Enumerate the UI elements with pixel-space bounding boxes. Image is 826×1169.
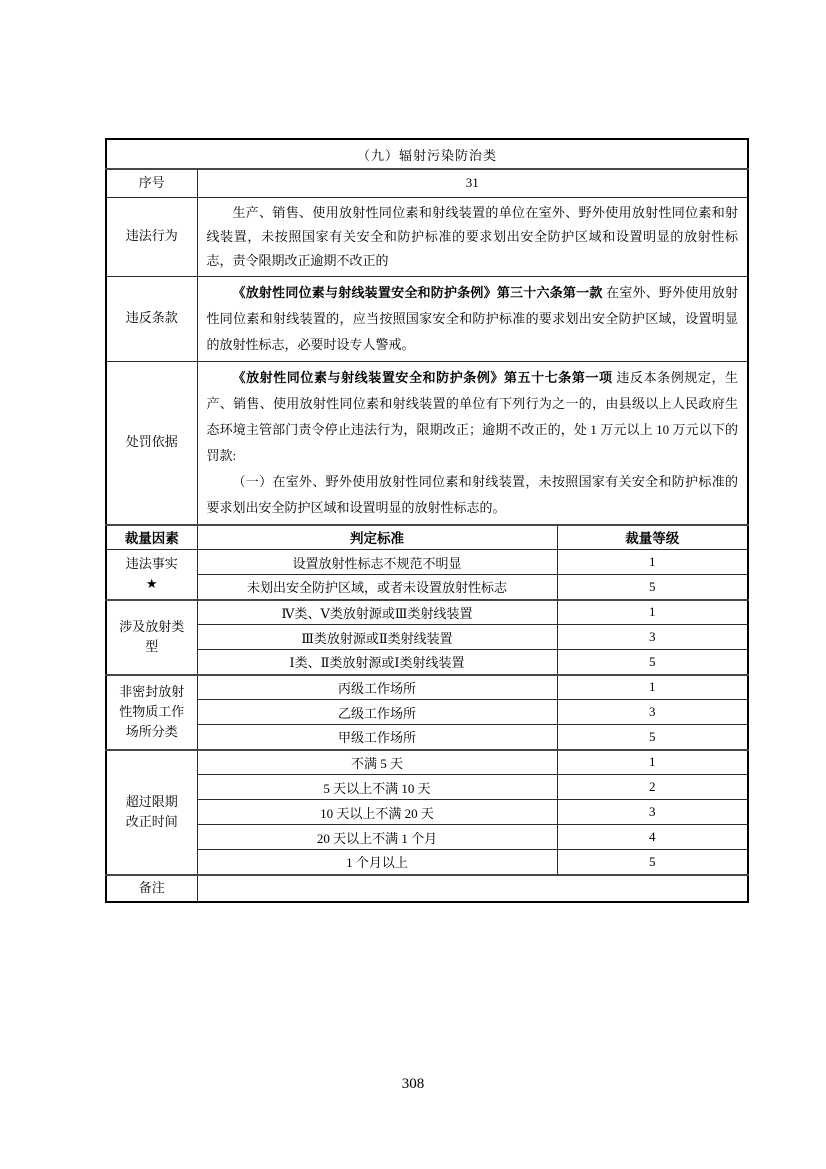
- table-title-row: [106, 139, 748, 169]
- page-number: 308: [401, 1076, 425, 1092]
- criteria-row: [106, 850, 748, 875]
- header-criteria: 判定标准: [197, 525, 557, 550]
- header-level: 裁量等级: [557, 525, 748, 550]
- criteria-text: 10 天以上不满 20 天: [197, 800, 557, 825]
- factor-line: 改正时间: [125, 814, 178, 829]
- factor-line: 性物质工作: [119, 703, 185, 719]
- penalty-basis-text: [197, 361, 748, 525]
- criteria-text: 1 个月以上: [197, 850, 557, 875]
- illegal-act-text: [197, 197, 748, 276]
- criteria-text: 20 天以上不满 1 个月: [197, 825, 557, 850]
- level-value: 5: [557, 725, 748, 750]
- violated-clause-row: [106, 276, 748, 361]
- factor-line: 场所分类: [125, 724, 178, 740]
- criteria-text: 5 天以上不满 10 天: [197, 775, 557, 800]
- illegal-act-row: [106, 197, 748, 276]
- criteria-row: [106, 825, 748, 850]
- level-value: 2: [557, 775, 748, 800]
- level-value: 1: [557, 600, 748, 625]
- level-value: 3: [557, 700, 748, 725]
- violated-clause-paragraph: [207, 280, 739, 358]
- level-value: 1: [557, 675, 748, 700]
- criteria-row: [106, 725, 748, 750]
- remark-label: 备注: [106, 875, 197, 902]
- factor-line: 超过限期: [125, 793, 178, 809]
- factor-line: 违法事实: [125, 556, 178, 572]
- penalty-basis-paragraph-2: （一）在室外、野外使用放射性同位素和射线装置，未按照国家有关安全和防护标准的要求划出安全防护区域和设置明显的放射性标志的。: [206, 473, 739, 515]
- criteria-row: [106, 550, 748, 575]
- violated-clause-label: 违反条款: [106, 276, 197, 361]
- level-value: 5: [557, 650, 748, 675]
- criteria-text: 丙级工作场所: [197, 675, 557, 700]
- illegal-act-label: 违法行为: [106, 197, 197, 276]
- factor-line: 涉及放射类: [119, 618, 185, 634]
- penalty-basis-label: 处罚依据: [106, 361, 197, 525]
- penalty-basis-body: 违反本条例规定，生产、销售、使用放射性同位素和射线装置的单位有下列行为之一的，由县级以上人民政府生态环境主管部门责令停止违法行为，限期改正；逾期不改正的，处 1 万元以上 10 万元以下的罚款:: [206, 369, 739, 463]
- factor-workplace-class: [106, 675, 197, 750]
- factor-radiation-type: [106, 600, 197, 675]
- penalty-basis-paragraph-1: [207, 365, 739, 469]
- criteria-row: [106, 600, 748, 625]
- level-value: 5: [557, 575, 748, 600]
- penalty-discretion-table: [105, 138, 749, 903]
- criteria-text: 未划出安全防护区域，或者未设置放射性标志: [197, 575, 557, 600]
- criteria-text: 甲级工作场所: [197, 725, 557, 750]
- serial-label: 序号: [106, 169, 197, 197]
- header-factor: 裁量因素: [106, 525, 197, 550]
- violated-clause-citation: 《放射性同位素与射线装置安全和防护条例》第三十六条第一款: [232, 284, 603, 300]
- criteria-text: Ⅲ类放射源或Ⅱ类射线装置: [197, 625, 557, 650]
- level-value: 3: [557, 800, 748, 825]
- criteria-text: Ⅳ类、Ⅴ类放射源或Ⅲ类射线装置: [197, 600, 557, 625]
- penalty-basis-row: [106, 361, 748, 525]
- remark-row: [106, 875, 748, 902]
- criteria-text: 不满 5 天: [197, 750, 557, 775]
- criteria-text: 乙级工作场所: [197, 700, 557, 725]
- penalty-basis-citation: 《放射性同位素与射线装置安全和防护条例》第五十七条第一项: [232, 369, 613, 385]
- serial-value: 31: [197, 169, 748, 197]
- level-value: 1: [557, 550, 748, 575]
- criteria-text: Ⅰ类、Ⅱ类放射源或Ⅰ类射线装置: [197, 650, 557, 675]
- criteria-row: [106, 675, 748, 700]
- factor-line: 型: [145, 639, 159, 654]
- criteria-text: 设置放射性标志不规范不明显: [197, 550, 557, 575]
- factor-overdue-time: [106, 750, 197, 875]
- criteria-row: [106, 750, 748, 775]
- matrix-header-row: [106, 525, 748, 550]
- criteria-row: [106, 700, 748, 725]
- remark-value: [197, 875, 748, 902]
- level-value: 5: [557, 850, 748, 875]
- factor-illegal-facts: [106, 550, 197, 600]
- violated-clause-text: [197, 276, 748, 361]
- factor-line: 非密封放射: [119, 683, 185, 699]
- criteria-row: [106, 800, 748, 825]
- criteria-row: [106, 650, 748, 675]
- illegal-act-paragraph: 生产、销售、使用放射性同位素和射线装置的单位在室外、野外使用放射性同位素和射线装置，未按照国家有关安全和防护标准的要求划出安全防护区域和设置明显的放射性标志，责令限期改正逾期不改正的: [206, 204, 739, 268]
- criteria-row: [106, 775, 748, 800]
- level-value: 4: [557, 825, 748, 850]
- star-marker: ★: [145, 576, 158, 592]
- level-value: 1: [557, 750, 748, 775]
- level-value: 3: [557, 625, 748, 650]
- criteria-row: [106, 625, 748, 650]
- table-title: （九）辐射污染防治类: [106, 139, 748, 169]
- serial-row: [106, 169, 748, 197]
- criteria-row: [106, 575, 748, 600]
- violated-clause-body: 在室外、野外使用放射性同位素和射线装置的，应当按照国家安全和防护标准的要求划出安全防护区域，设置明显的放射性标志，必要时设专人警戒。: [206, 284, 739, 352]
